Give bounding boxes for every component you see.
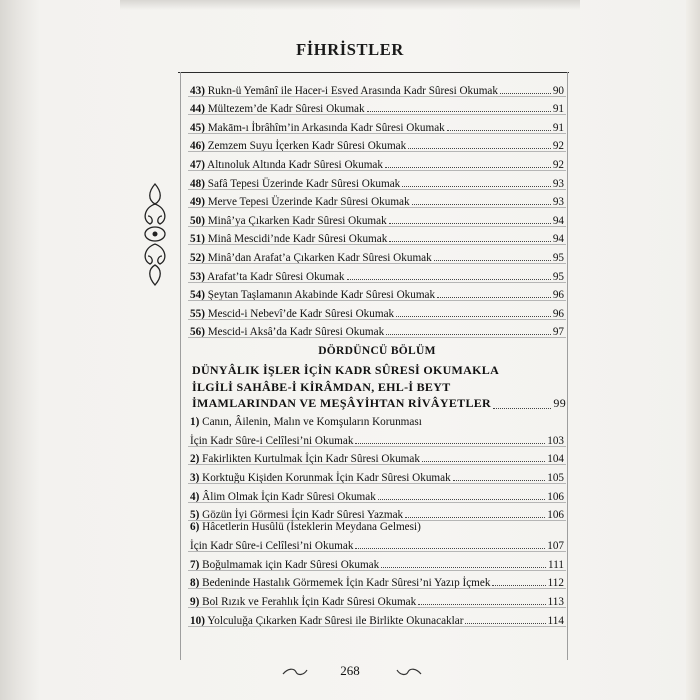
toc-group-a bbox=[188, 78, 566, 338]
leader-dots bbox=[492, 584, 545, 586]
leader-dots bbox=[378, 498, 545, 500]
toc-entry-text: Gözün İyi Görmesi İçin Kadr Sûresi Yazmak bbox=[202, 509, 404, 522]
toc-entry-text: Mescid-i Nebevî’de Kadr Sûresi Okumak bbox=[207, 307, 395, 320]
toc-entry-page: 114 bbox=[547, 614, 564, 627]
leader-dots bbox=[385, 166, 551, 168]
toc-entry-page: 94 bbox=[552, 214, 564, 227]
toc-entry-number: 50) bbox=[190, 214, 205, 227]
section-title-line bbox=[192, 395, 566, 412]
toc-entry-number: 46) bbox=[190, 140, 205, 153]
leader-dots bbox=[405, 516, 545, 518]
toc-entry-number: 51) bbox=[190, 233, 205, 246]
toc-entry-text2: İçin Kadr Sûre-i Celîlesi’ni Okumak bbox=[190, 540, 354, 553]
toc-entry-text: Hâcetlerin Husûlü (İsteklerin Meydana Gelmesi) bbox=[202, 521, 421, 534]
toc-entry-line1 bbox=[190, 416, 564, 431]
leader-dots bbox=[434, 259, 551, 261]
toc-entry-text: Âlim Olmak İçin Kadr Sûresi Okumak bbox=[202, 490, 376, 503]
toc-entry-text: Minâ’ya Çıkarken Kadr Sûresi Okumak bbox=[207, 214, 387, 227]
toc-entry bbox=[188, 283, 566, 302]
toc-entry-page: 92 bbox=[552, 158, 564, 171]
right-border-line bbox=[567, 72, 568, 660]
toc-entry-line2 bbox=[190, 536, 564, 552]
toc-entry-line2 bbox=[190, 431, 564, 447]
toc-entry-page: 90 bbox=[552, 84, 564, 97]
toc-entry bbox=[188, 227, 566, 246]
toc-entry-text: Mültezem’de Kadr Sûresi Okumak bbox=[207, 103, 365, 116]
toc-entry-text: Bedeninde Hastalık Görmemek İçin Kadr Sûresi’ni Yazıp İçmek bbox=[202, 577, 491, 590]
toc-entry-number: 43) bbox=[190, 84, 205, 97]
top-shadow bbox=[120, 0, 580, 10]
toc-entry-page: 92 bbox=[552, 140, 564, 153]
toc-entry bbox=[188, 171, 566, 190]
toc-entry-number: 54) bbox=[190, 289, 205, 302]
toc-entry bbox=[188, 416, 566, 447]
toc-entry-page: 91 bbox=[552, 121, 564, 134]
toc-entry-number: 4) bbox=[190, 490, 200, 503]
flourish-right-icon bbox=[396, 666, 422, 678]
toc-entry-number: 10) bbox=[190, 614, 205, 627]
leader-dots bbox=[347, 278, 551, 280]
leader-dots bbox=[355, 442, 545, 444]
toc-entry-line1 bbox=[190, 521, 564, 536]
leader-dots bbox=[389, 222, 551, 224]
toc-entry bbox=[188, 465, 566, 484]
toc-entry-number: 56) bbox=[190, 326, 205, 339]
toc-entry bbox=[188, 589, 566, 608]
toc-entry-number: 55) bbox=[190, 307, 205, 320]
leader-dots bbox=[437, 296, 551, 298]
section-title-line bbox=[192, 379, 566, 396]
toc-entry bbox=[188, 208, 566, 227]
toc-entry-text: Makām-ı İbrâhîm’in Arkasında Kadr Sûresi Okumak bbox=[207, 121, 445, 134]
leader-dots bbox=[386, 333, 551, 335]
toc-entry-number: 44) bbox=[190, 103, 205, 116]
toc-entry bbox=[188, 245, 566, 264]
toc-entry-number: 9) bbox=[190, 595, 200, 608]
toc-entry bbox=[188, 320, 566, 339]
toc-entry-page: 104 bbox=[547, 453, 564, 466]
toc-entry-text: Korktuğu Kişiden Korunmak İçin Kadr Sûresi Okumak bbox=[202, 472, 451, 484]
toc-entry-number: 6) bbox=[190, 521, 200, 534]
leader-dots bbox=[453, 479, 546, 481]
toc-entry-number: 48) bbox=[190, 177, 205, 190]
toc-entry bbox=[188, 190, 566, 209]
toc-entry bbox=[188, 521, 566, 552]
section-title-line1: DÜNYÂLIK İŞLER İÇİN KADR SÛRESİ OKUMAKLA bbox=[192, 363, 500, 378]
section-title-line3: İMAMLARINDAN VE MEŞÂYİHTAN RİVÂYETLER bbox=[192, 396, 492, 411]
toc-entry bbox=[188, 134, 566, 153]
toc-entry-text: Safâ Tepesi Üzerinde Kadr Sûresi Okumak bbox=[207, 177, 401, 190]
toc-entry bbox=[188, 503, 566, 522]
leader-dots bbox=[412, 203, 551, 205]
toc-entry-page: 93 bbox=[552, 196, 564, 209]
toc-entry-page: 94 bbox=[552, 233, 564, 246]
toc-entry bbox=[188, 301, 566, 320]
section-heading: DÖRDÜNCÜ BÖLÜM bbox=[318, 345, 436, 358]
toc-entry-number: 1) bbox=[190, 415, 200, 428]
entry-separator bbox=[188, 337, 566, 338]
page-edge bbox=[686, 0, 700, 700]
entry-separator bbox=[188, 626, 566, 627]
section-title-page: 99 bbox=[553, 396, 566, 411]
leader-dots bbox=[396, 315, 551, 317]
leader-dots bbox=[500, 92, 551, 94]
leader-dots bbox=[367, 110, 551, 112]
toc-entry-number: 3) bbox=[190, 472, 200, 484]
toc-entry bbox=[188, 152, 566, 171]
toc-entry-page: 96 bbox=[552, 289, 564, 302]
toc-entry-page: 97 bbox=[552, 326, 564, 339]
toc-entry-text: Minâ’dan Arafat’a Çıkarken Kadr Sûresi Okumak bbox=[207, 251, 432, 264]
toc-entry-text: Canın, Âilenin, Malın ve Komşuların Korunması bbox=[202, 415, 422, 428]
toc-entry bbox=[188, 97, 566, 116]
toc-entry-page: 95 bbox=[552, 270, 564, 283]
toc-entry-text: Şeytan Taşlamanın Akabinde Kadr Sûresi Okumak bbox=[207, 289, 436, 302]
toc-entry-text: Merve Tepesi Üzerinde Kadr Sûresi Okumak bbox=[207, 196, 410, 209]
toc-entry-text: Rukn-ü Yemânî ile Hacer-i Esved Arasında Kadr Sûresi Okumak bbox=[207, 84, 498, 97]
toc-entry-text: Bol Rızık ve Ferahlık İçin Kadr Sûresi Okumak bbox=[202, 595, 417, 608]
toc-entry-page: 96 bbox=[552, 307, 564, 320]
toc-entry-page: 93 bbox=[552, 177, 564, 190]
leader-dots bbox=[408, 147, 551, 149]
toc-entry-number: 53) bbox=[190, 270, 205, 283]
leader-dots bbox=[355, 547, 545, 549]
toc-list bbox=[188, 78, 566, 627]
toc-entry-number: 8) bbox=[190, 577, 200, 590]
toc-entry-number: 7) bbox=[190, 558, 200, 571]
toc-entry-page: 106 bbox=[547, 490, 564, 503]
page-number: 268 bbox=[340, 663, 360, 678]
toc-entry-page: 106 bbox=[547, 509, 564, 522]
toc-entry-page: 105 bbox=[547, 472, 564, 484]
toc-entry-page: 107 bbox=[547, 540, 564, 553]
left-border-line bbox=[180, 72, 181, 660]
leader-dots bbox=[381, 566, 546, 568]
toc-entry bbox=[188, 115, 566, 134]
leader-dots bbox=[402, 185, 551, 187]
section-title-line bbox=[192, 362, 566, 379]
toc-entry bbox=[188, 484, 566, 503]
toc-entry-text: Altınoluk Altında Kadr Sûresi Okumak bbox=[207, 158, 383, 171]
page-header-title: FİHRİSTLER bbox=[296, 40, 404, 59]
toc-entry bbox=[188, 78, 566, 97]
section-title-line2: İLGİLİ SAHÂBE-İ KİRÂMDAN, EHL-İ BEYT bbox=[192, 379, 451, 394]
toc-group-b bbox=[188, 416, 566, 627]
toc-entry-text: Zemzem Suyu İçerken Kadr Sûresi Okumak bbox=[207, 140, 407, 153]
toc-entry-page: 95 bbox=[552, 251, 564, 264]
toc-entry-number: 49) bbox=[190, 196, 205, 209]
toc-entry-page: 112 bbox=[547, 577, 564, 590]
toc-entry-number: 5) bbox=[190, 509, 200, 522]
leader-dots bbox=[418, 603, 545, 605]
toc-entry-text: Minâ Mescidi’nde Kadr Sûresi Okumak bbox=[207, 233, 388, 246]
ornament-icon bbox=[138, 182, 172, 287]
toc-entry-number: 2) bbox=[190, 453, 200, 466]
toc-entry bbox=[188, 608, 566, 627]
toc-entry-text: Yolculuğa Çıkarken Kadr Sûresi ile Birlikte Okunacaklar bbox=[207, 614, 464, 627]
section-title bbox=[188, 362, 566, 412]
toc-entry-text: Boğulmamak için Kadr Sûresi Okumak bbox=[202, 558, 380, 571]
toc-entry bbox=[188, 447, 566, 466]
toc-entry-number: 52) bbox=[190, 251, 205, 264]
toc-entry-text: Arafat’ta Kadr Sûresi Okumak bbox=[207, 270, 345, 283]
toc-entry bbox=[188, 552, 566, 571]
leader-dots bbox=[493, 408, 551, 409]
toc-entry bbox=[188, 571, 566, 590]
toc-entry-number: 45) bbox=[190, 121, 205, 134]
leader-dots bbox=[389, 240, 551, 242]
toc-entry bbox=[188, 264, 566, 283]
toc-entry-page: 91 bbox=[552, 103, 564, 116]
leader-dots bbox=[422, 460, 545, 462]
toc-entry-text2: İçin Kadr Sûre-i Celîlesi’ni Okumak bbox=[190, 434, 354, 447]
leader-dots bbox=[465, 622, 545, 624]
toc-entry-text: Fakirlikten Kurtulmak İçin Kadr Sûresi Okumak bbox=[202, 453, 420, 466]
toc-entry-number: 47) bbox=[190, 158, 205, 171]
toc-entry-page: 111 bbox=[548, 558, 564, 571]
toc-entry-page: 103 bbox=[547, 434, 564, 447]
toc-entry-page: 113 bbox=[547, 595, 564, 608]
header-rule bbox=[178, 72, 569, 73]
toc-entry-text: Mescid-i Aksâ’da Kadr Sûresi Okumak bbox=[207, 326, 385, 339]
leader-dots bbox=[447, 129, 551, 131]
